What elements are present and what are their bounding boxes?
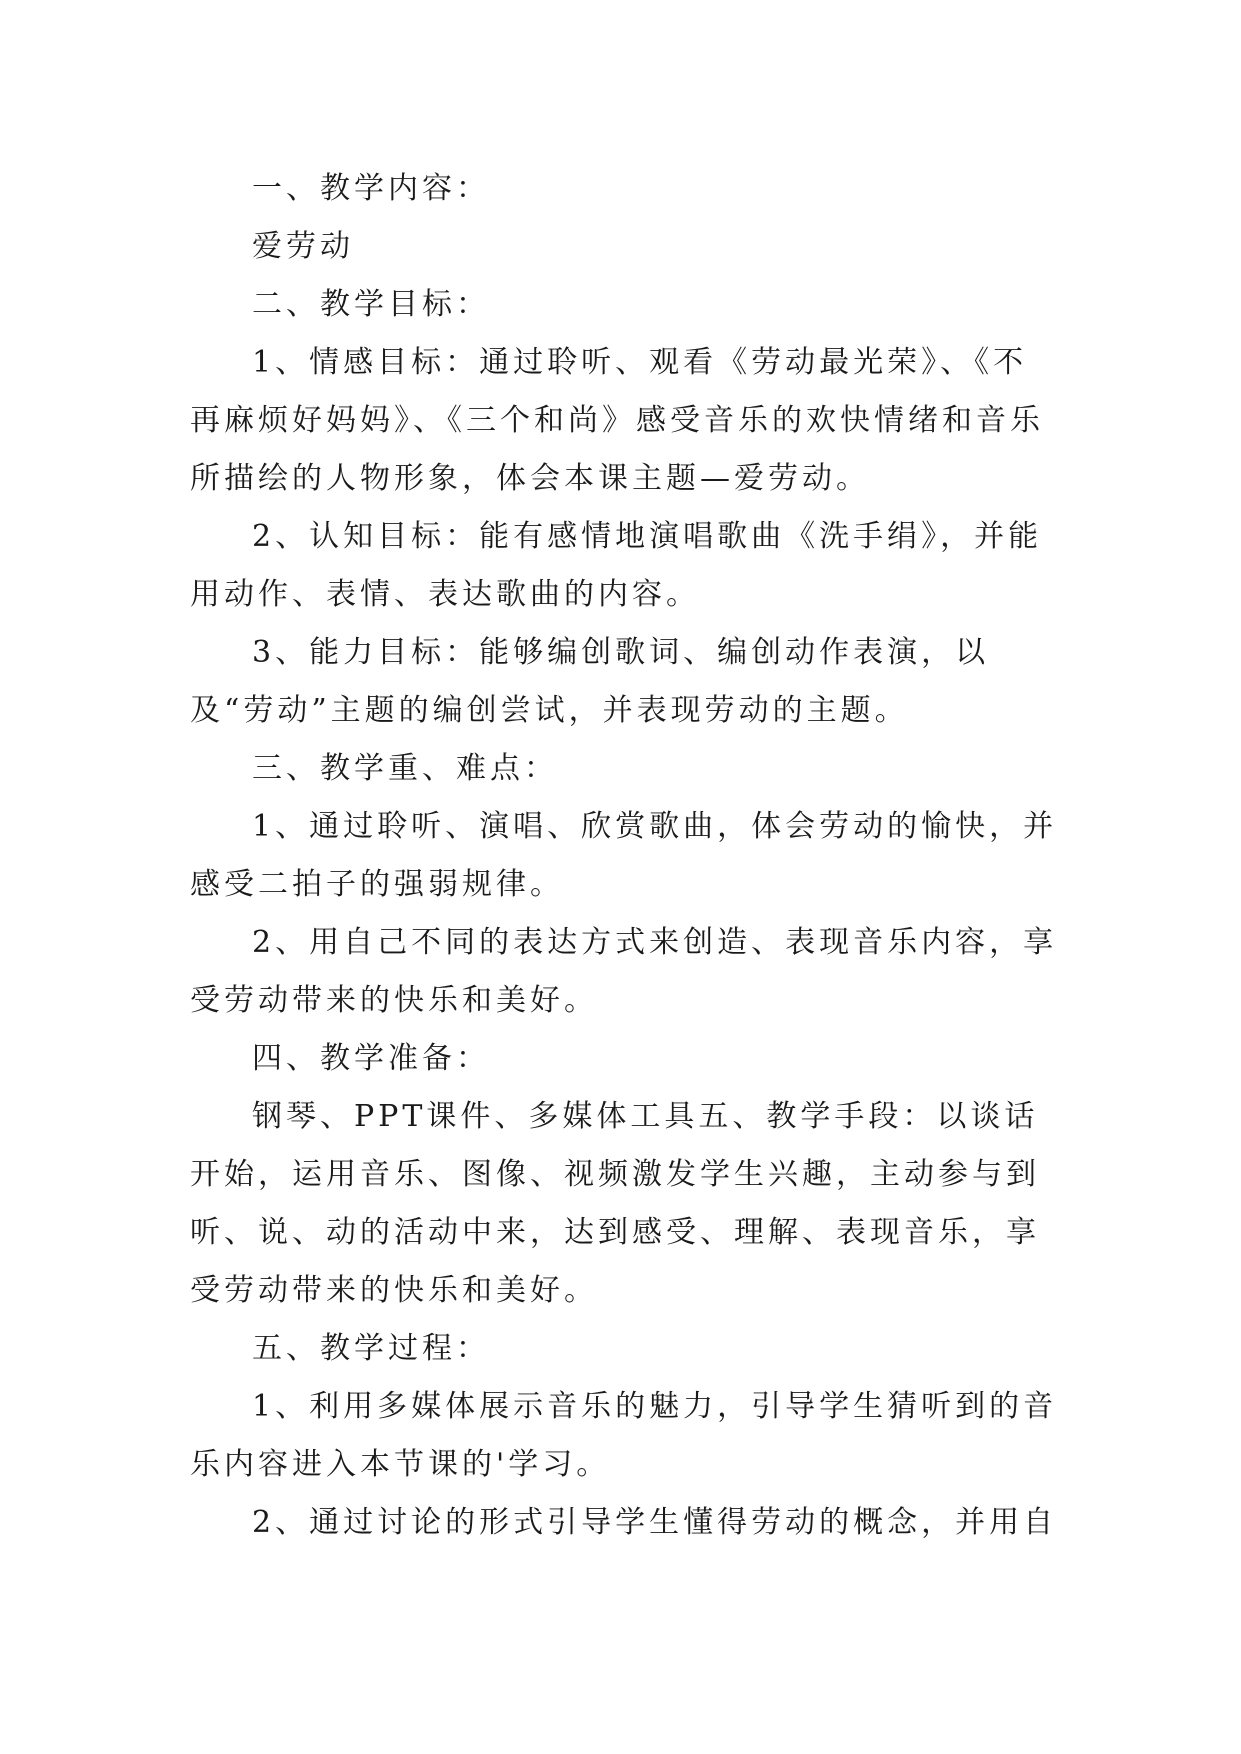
paragraph-topic: 爱劳动 [252, 229, 354, 264]
heading-process: 五、教学过程： [252, 1331, 490, 1366]
paragraph-key-point-2: 2、用自己不同的表达方式来创造、表现音乐内容，享受劳动带来的快乐和美好。 [190, 925, 1058, 1018]
heading-key-points: 三、教学重、难点： [252, 751, 558, 786]
paragraph-cognitive-goal: 2、认知目标：能有感情地演唱歌曲《洗手绢》，并能用动作、表情、表达歌曲的内容。 [190, 519, 1043, 612]
heading-preparation: 四、教学准备： [252, 1041, 490, 1076]
document-body [190, 160, 1060, 1552]
paragraph-emotional-goal: 1、情感目标：通过聆听、观看《劳动最光荣》、《不再麻烦好妈妈》、《三个和尚》感受音乐的欢快情绪和音乐所描绘的人物形象，体会本课主题—爱劳动。 [190, 345, 1044, 496]
paragraph-process-1: 1、利用多媒体展示音乐的魅力，引导学生猜听到的音乐内容进入本节课的'学习。 [190, 1389, 1058, 1482]
paragraph-process-2: 2、通过讨论的形式引导学生懂得劳动的概念，并用自 [252, 1505, 1058, 1540]
heading-teaching-content: 一、教学内容： [252, 171, 490, 206]
heading-teaching-goals: 二、教学目标： [252, 287, 490, 322]
paragraph-ability-goal: 3、能力目标：能够编创歌词、编创动作表演，以及“劳动”主题的编创尝试，并表现劳动的主题。 [190, 635, 990, 728]
paragraph-key-point-1: 1、通过聆听、演唱、欣赏歌曲，体会劳动的愉快，并感受二拍子的强弱规律。 [190, 809, 1058, 902]
paragraph-preparation: 钢琴、PPT课件、多媒体工具五、教学手段：以谈话开始，运用音乐、图像、视频激发学生兴趣，主动参与到听、说、动的活动中来，达到感受、理解、表现音乐，享受劳动带来的快乐和美好。 [190, 1099, 1040, 1308]
